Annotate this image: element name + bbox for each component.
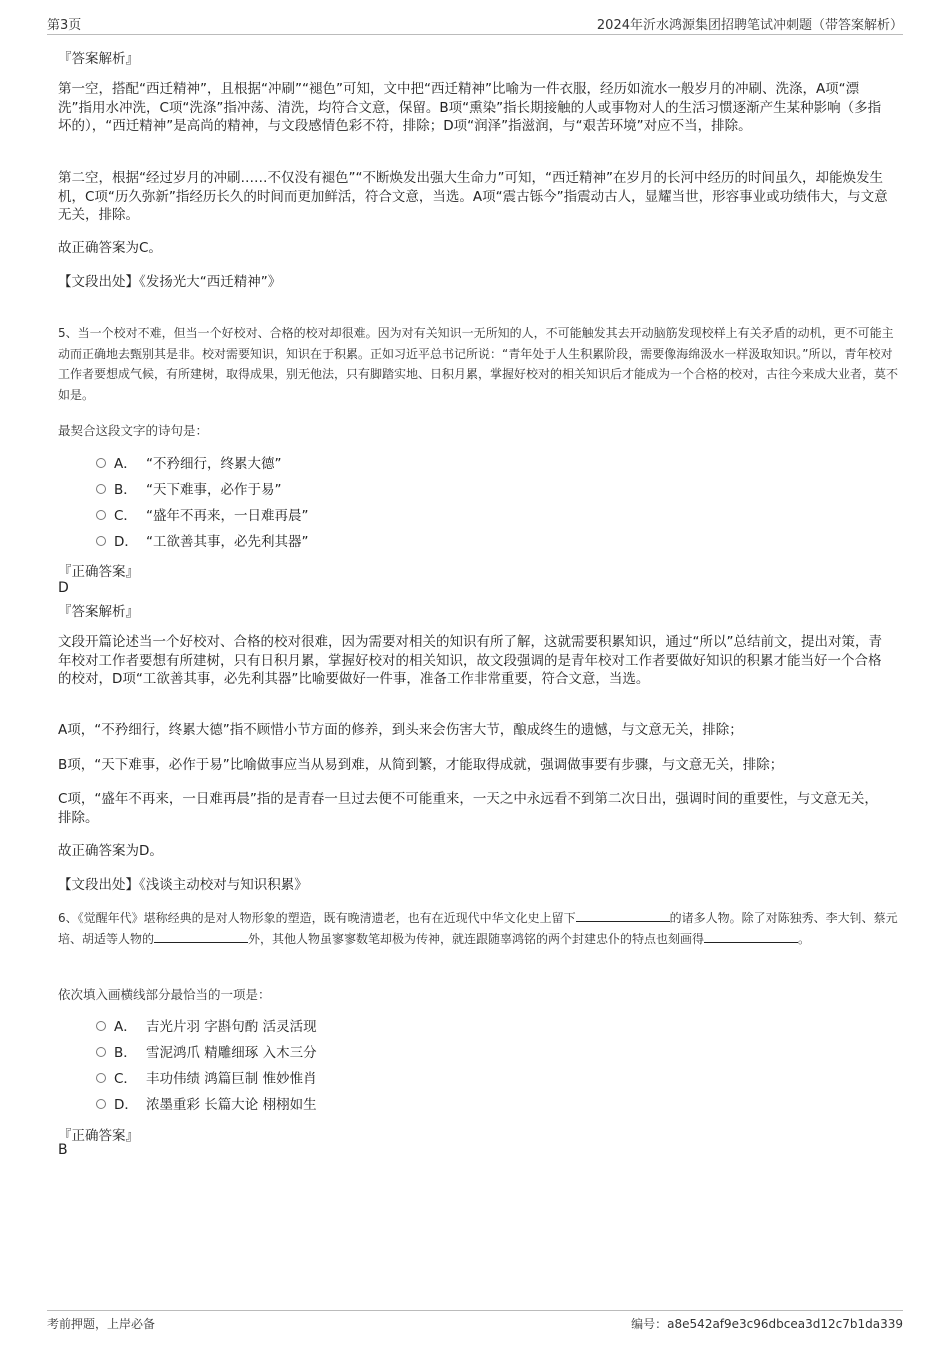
radio-icon[interactable]	[96, 1021, 106, 1031]
blank-1	[576, 909, 670, 922]
q6-option-d[interactable]: D． 浓墨重彩 长篇大论 栩栩如生	[96, 1095, 317, 1115]
footer-slogan: 考前押题，上岸必备	[47, 1317, 156, 1331]
q6-option-c[interactable]: C． 丰功伟绩 鸿篇巨制 惟妙惟肖	[96, 1069, 317, 1089]
radio-icon[interactable]	[96, 458, 106, 468]
q5-option-a[interactable]: A． “不矜细行，终累大德”	[96, 454, 282, 474]
blank-2	[154, 930, 248, 943]
radio-icon[interactable]	[96, 536, 106, 546]
q5-prompt: 最契合这段文字的诗句是：	[58, 423, 209, 438]
q5-analysis-label: 『答案解析』	[58, 604, 139, 620]
blank-3	[704, 930, 798, 943]
q4-analysis-paragraph-2: 第二空，根据“经过岁月的冲刷……不仅没有褪色”“不断焕发出强大生命力”可知，“西迁精神”在岁月的长河中经历的时间虽久，却能焕发生机，C项“历久弥新”指经历长久的时间而更加鲜活，符合文意，当选。A项“震古铄今”指震动古人，显耀当世，形容事业或功绩伟大，与文意无关，排除。	[58, 170, 888, 223]
q6-option-a[interactable]: A． 吉光片羽 字斟句酌 活灵活现	[96, 1017, 317, 1037]
q5-analysis-option-c: C项，“盛年不再来，一日难再晨”指的是青春一旦过去便不可能重来，一天之中永远看不到第二次日出，强调时间的重要性，与文意无关，排除。	[58, 791, 878, 826]
q5-source: 【文段出处】《浅谈主动校对与知识积累》	[58, 877, 308, 893]
q5-option-b[interactable]: B． “天下难事，必作于易”	[96, 480, 282, 500]
q5-conclusion: 故正确答案为D。	[58, 843, 163, 859]
q5-answer: D	[58, 580, 69, 596]
q4-source: 【文段出处】《发扬光大“西迁精神”》	[58, 274, 282, 290]
document-id: 编号：a8e542af9e3c96dbcea3d12c7b1da339	[631, 1317, 903, 1331]
q6-option-b[interactable]: B． 雪泥鸿爪 精雕细琢 入木三分	[96, 1043, 317, 1063]
q5-option-c[interactable]: C． “盛年不再来，一日难再晨”	[96, 506, 309, 526]
radio-icon[interactable]	[96, 484, 106, 494]
radio-icon[interactable]	[96, 510, 106, 520]
q4-conclusion: 故正确答案为C。	[58, 240, 162, 256]
q5-analysis-option-b: B项，“天下难事，必作于易”比喻做事应当从易到难，从简到繁，才能取得成就，强调做事要有步骤，与文意无关，排除；	[58, 757, 784, 773]
q6-answer-label: 『正确答案』	[58, 1128, 139, 1144]
q5-analysis-paragraph-1: 文段开篇论述当一个好校对、合格的校对很难，因为需要对相关的知识有所了解，这就需要积累知识，通过“所以”总结前文，提出对策，青年校对工作者要想有所建树，只有日积月累，掌握好校对的相关知识，故文段强调的是青年校对工作者要做好知识的积累才能当好一个合格的校对，D项“工欲善其事，必先利其器”比喻要做好一件事，准备工作非常重要，符合文意，当选。	[58, 634, 882, 687]
document-title: 2024年沂水鸿源集团招聘笔试冲刺题（带答案解析）	[596, 18, 903, 33]
page-footer	[47, 1310, 903, 1335]
radio-icon[interactable]	[96, 1099, 106, 1109]
q6-question-text: 6、《觉醒年代》堪称经典的是对人物形象的塑造，既有晚清遗老，也有在近现代中华文化史上留下 的诸多人物。除了对陈独秀、李大钊、蔡元培、胡适等人物的 外，其他人物虽寥寥数笔却极为传神，就连跟随辜鸿铭的两个封建忠仆的特点也刻画得 。	[58, 911, 898, 946]
q5-option-d[interactable]: D． “工欲善其事，必先利其器”	[96, 532, 309, 552]
q6-answer: B	[58, 1142, 68, 1158]
q5-analysis-option-a: A项，“不矜细行，终累大德”指不顾惜小节方面的修养，到头来会伤害大节，酿成终生的遗憾，与文意无关，排除；	[58, 722, 743, 738]
q4-analysis-label: 『答案解析』	[58, 51, 139, 67]
page-header	[47, 12, 903, 35]
q4-analysis-paragraph-1: 第一空，搭配“西迁精神”，且根据“冲刷”“褪色”可知，文中把“西迁精神”比喻为一件衣服，经历如流水一般岁月的冲刷、洗涤，A项“漂洗”指用水冲洗，C项“洗涤”指冲荡、清洗，均符合文意，保留。B项“熏染”指长期接触的人或事物对人的生活习惯逐渐产生某种影响（多指坏的），“西迁精神”是高尚的精神，与文段感情色彩不符，排除；D项“润泽”指滋润，与“艰苦环境”对应不当，排除。	[58, 81, 882, 134]
q5-answer-label: 『正确答案』	[58, 564, 139, 580]
radio-icon[interactable]	[96, 1073, 106, 1083]
radio-icon[interactable]	[96, 1047, 106, 1057]
q6-prompt: 依次填入画横线部分最恰当的一项是：	[58, 987, 271, 1002]
page-number: 第3页	[47, 18, 82, 33]
q5-question-text: 5、当一个校对不难，但当一个好校对、合格的校对却很难。因为对有关知识一无所知的人，不可能触发其去开动脑筋发现校样上有关矛盾的动机，更不可能主动而正确地去甄别其是非。校对需要知识，知识在于积累。正如习近平总书记所说：“青年处于人生积累阶段，需要像海绵汲水一样汲取知识。”所以，青年校对工作者要想成气候，有所建树，取得成果，别无他法，只有脚踏实地、日积月累，掌握好校对的相关知识后才能成为一个合格的校对，古往今来成大业者，莫不如是。	[58, 326, 899, 402]
